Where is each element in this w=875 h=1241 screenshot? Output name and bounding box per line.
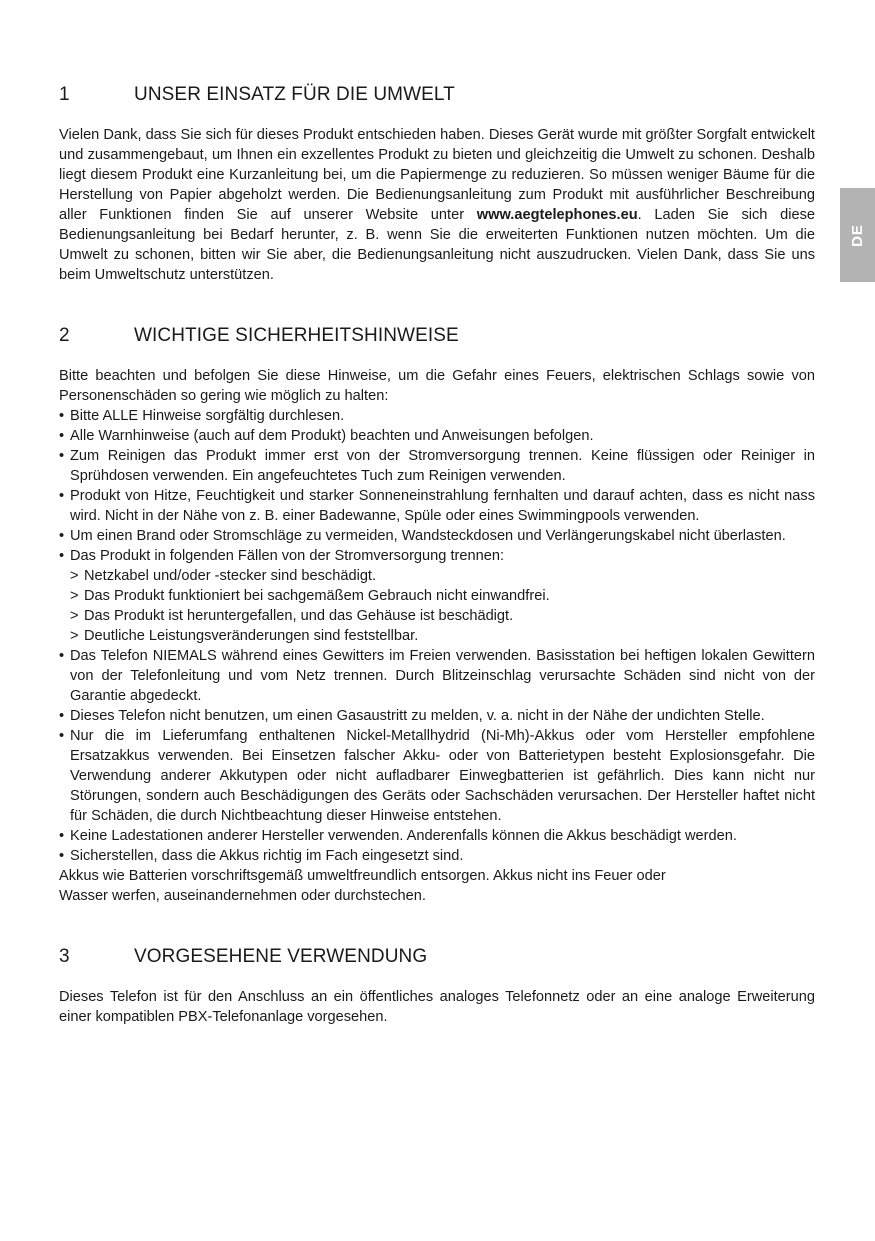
section-title: WICHTIGE SICHERHEITSHINWEISE xyxy=(134,325,459,346)
arrow-icon: > xyxy=(70,588,79,604)
list-item xyxy=(59,406,815,426)
section-environment xyxy=(59,82,815,285)
list-item-text: Sicherstellen, dass die Akkus richtig im Fach eingesetzt sind. xyxy=(70,848,464,864)
list-item xyxy=(59,426,815,446)
list-item xyxy=(59,846,815,866)
intended-use-paragraph: Dieses Telefon ist für den Anschluss an ein öffentliches analoges Telefonnetz oder an eine analoge Erweiterung einer kompatiblen PBX-Telefonanlage vorgesehen. xyxy=(59,989,815,1025)
environment-text-after: . Laden Sie sich diese Bedienungsanleitung bei Bedarf herunter, z. B. wenn Sie die erweiterten Funktionen nutzen möchten. Um die Umwelt zu schonen, bitten wir Sie aber, die Bedienungsanleitung nicht auszudrucken. Vielen Dank, dass Sie uns beim Umweltschutz unterstützen. xyxy=(59,207,815,283)
document-page xyxy=(59,82,815,1027)
bullet-icon: • xyxy=(59,428,65,444)
battery-disposal-note xyxy=(59,866,815,906)
section-safety xyxy=(59,323,815,906)
list-item xyxy=(59,726,815,826)
list-item xyxy=(59,546,815,646)
sub-list-item-text: Deutliche Leistungsveränderungen sind feststellbar. xyxy=(84,628,419,644)
list-item-text: Nur die im Lieferumfang enthaltenen Nickel-Metallhydrid (Ni-Mh)-Akkus oder vom Hersteller empfohlene Ersatzakkus verwenden. Bei Einsetzen falscher Akku- oder von Batterietypen besteht Explosionsgefahr. Die Verwendung anderer Akkutypen oder nicht aufladbarer Einwegbatterien ist gefährlich. Dies kann nicht nur Störungen, sondern auch Beschädigungen des Geräts oder Sachschäden verursachen. Der Hersteller haftet nicht für Schäden, die durch Nichtbeachtung dieser Hinweise entstehen. xyxy=(70,728,815,824)
list-item-text: Alle Warnhinweise (auch auf dem Produkt) beachten und Anweisungen befolgen. xyxy=(70,428,594,444)
bullet-icon: • xyxy=(59,648,65,664)
list-item-text: Produkt von Hitze, Feuchtigkeit und starker Sonneneinstrahlung fernhalten und darauf achten, dass es nicht nass wird. Nicht in der Nähe von z. B. einer Badewanne, Spüle oder eines Swimmingpools verwenden. xyxy=(70,488,815,524)
list-item-text: Das Produkt in folgenden Fällen von der Stromversorgung trennen: xyxy=(70,548,505,564)
arrow-icon: > xyxy=(70,608,79,624)
arrow-icon: > xyxy=(70,568,79,584)
section-heading xyxy=(59,323,815,349)
section-title: VORGESEHENE VERWENDUNG xyxy=(134,946,428,967)
sub-list-item-text: Netzkabel und/oder -stecker sind beschädigt. xyxy=(84,568,377,584)
section-title: UNSER EINSATZ FÜR DIE UMWELT xyxy=(134,84,455,105)
safety-list xyxy=(59,406,815,866)
section-intended-use xyxy=(59,944,815,1027)
list-item-text: Zum Reinigen das Produkt immer erst von der Stromversorgung trennen. Keine flüssigen oder Reiniger in Sprühdosen verwenden. Ein angefeuchtetes Tuch zum Reinigen verwenden. xyxy=(70,448,815,484)
environment-text-before: Vielen Dank, dass Sie sich für dieses Produkt entschieden haben. Dieses Gerät wurde mit größter Sorgfalt entwickelt und zusammengebaut, um Ihnen ein exzellentes Produkt zu bieten und gleichzeitig die Umwelt zu schonen. Deshalb liegt diesem Produkt eine Kurzanleitung bei, um die Papiermenge zu reduzieren. So müssen weniger Bäume für die Herstellung von Papier abgeholzt werden. Die Bedienungsanleitung zum Produkt mit ausführlicher Beschreibung aller Funktionen finden Sie auf unserer Website unter xyxy=(59,127,815,223)
bullet-icon: • xyxy=(59,488,65,504)
sub-list-item-text: Das Produkt ist heruntergefallen, und das Gehäuse ist beschädigt. xyxy=(84,608,514,624)
list-item xyxy=(59,826,815,846)
bullet-icon: • xyxy=(59,828,65,844)
section-number: 3 xyxy=(59,946,70,967)
sub-list-item xyxy=(70,586,815,606)
list-item xyxy=(59,526,815,546)
safety-intro: Bitte beachten und befolgen Sie diese Hinweise, um die Gefahr eines Feuers, elektrischen Schlags sowie von Personenschäden so gering wie möglich zu halten: xyxy=(59,368,815,404)
sub-list-item-text: Das Produkt funktioniert bei sachgemäßem Gebrauch nicht einwandfrei. xyxy=(84,588,550,604)
list-item xyxy=(59,446,815,486)
battery-disposal-line: Akkus wie Batterien vorschriftsgemäß umweltfreundlich entsorgen. Akkus nicht ins Feuer oder xyxy=(59,868,666,884)
language-tab-label: DE xyxy=(849,223,866,247)
list-item-text: Keine Ladestationen anderer Hersteller verwenden. Anderenfalls können die Akkus beschädigt werden. xyxy=(70,828,737,844)
list-item-text: Bitte ALLE Hinweise sorgfältig durchlesen. xyxy=(70,408,345,424)
bullet-icon: • xyxy=(59,848,65,864)
list-item xyxy=(59,646,815,706)
bullet-icon: • xyxy=(59,528,65,544)
section-number: 2 xyxy=(59,325,70,346)
arrow-icon: > xyxy=(70,628,79,644)
list-item xyxy=(59,486,815,526)
section-heading xyxy=(59,82,815,108)
list-item xyxy=(59,706,815,726)
disconnect-conditions-list xyxy=(70,566,815,646)
sub-list-item xyxy=(70,566,815,586)
bullet-icon: • xyxy=(59,708,65,724)
section-number: 1 xyxy=(59,84,70,105)
bullet-icon: • xyxy=(59,548,65,564)
sub-list-item xyxy=(70,626,815,646)
list-item-text: Das Telefon NIEMALS während eines Gewitters im Freien verwenden. Basisstation bei heftigen lokalen Gewittern von der Telefonleitung und vom Netz trennen. Durch Blitzeinschlag verursachte Schäden sind nicht von der Garantie abgedeckt. xyxy=(70,648,815,704)
battery-disposal-line: Wasser werfen, auseinandernehmen oder durchstechen. xyxy=(59,888,426,904)
list-item-text: Um einen Brand oder Stromschläge zu vermeiden, Wandsteckdosen und Verlängerungskabel nicht überlasten. xyxy=(70,528,786,544)
environment-paragraph xyxy=(59,125,815,285)
bullet-icon: • xyxy=(59,728,65,744)
sub-list-item xyxy=(70,606,815,626)
bullet-icon: • xyxy=(59,408,65,424)
list-item-text: Dieses Telefon nicht benutzen, um einen Gasaustritt zu melden, v. a. nicht in der Nähe der undichten Stelle. xyxy=(70,708,765,724)
language-tab xyxy=(840,188,875,282)
section-heading xyxy=(59,944,815,970)
website-link[interactable]: www.aegtelephones.eu xyxy=(476,207,638,223)
bullet-icon: • xyxy=(59,448,65,464)
